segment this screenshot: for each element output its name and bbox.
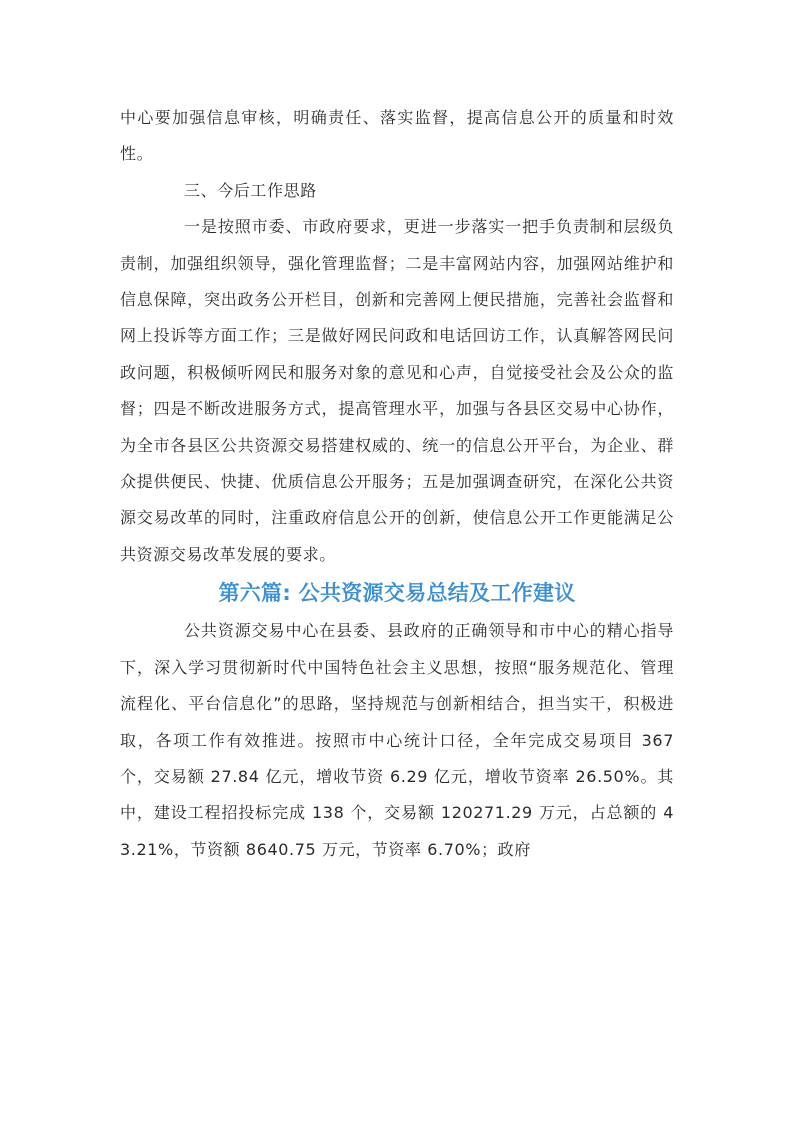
chapter-title: 第六篇: 公共资源交易总结及工作建议	[218, 581, 576, 606]
section-heading: 三、今后工作思路	[184, 180, 317, 200]
section-paragraph: 一是按照市委、市政府要求，更进一步落实一把手负责制和层级负责制，加强组织领导，强化管理监督；二是丰富网站内容，加强网站维护和信息保障，突出政务公开栏目，创新和完善网上便民措施，完善社会监督和网上投诉等方面工作；三是做好网民问政和电话回访工作，认真解答网民问政问题，积极倾听网民和服务对象的意见和心声，自觉接受社会及公众的监督；四是不断改进服务方式，提高管理水平，加强与各县区交易中心协作，为全市各县区公共资源交易搭建权威的、统一的信息公开平台，为企业、群众提供便民、快捷、优质信息公开服务；五是加强调查研究，在深化公共资源交易改革的同时，注重政府信息公开的创新，使信息公开工作更能满足公共资源交易改革发展的要求。	[120, 217, 674, 564]
document-page	[120, 100, 674, 868]
chapter-paragraph: 公共资源交易中心在县委、县政府的正确领导和市中心的精心指导下，深入学习贯彻新时代中国特色社会主义思想，按照“服务规范化、管理流程化、平台信息化”的思路，坚持规范与创新相结合，担当实干，积极进取，各项工作有效推进。按照市中心统计口径，全年完成交易项目 367 个，交易额 27.84 亿元，增收节资 6.29 亿元，增收节资率 26.50%。其中，建设工程招投标完成 138 个，交易额 120271.29 万元，占总额的 43.21%，节资额 8640.75 万元，节资率 6.70%；政府	[120, 621, 674, 859]
continuation-paragraph: 中心要加强信息审核，明确责任、落实监督，提高信息公开的质量和时效性。	[120, 108, 674, 164]
